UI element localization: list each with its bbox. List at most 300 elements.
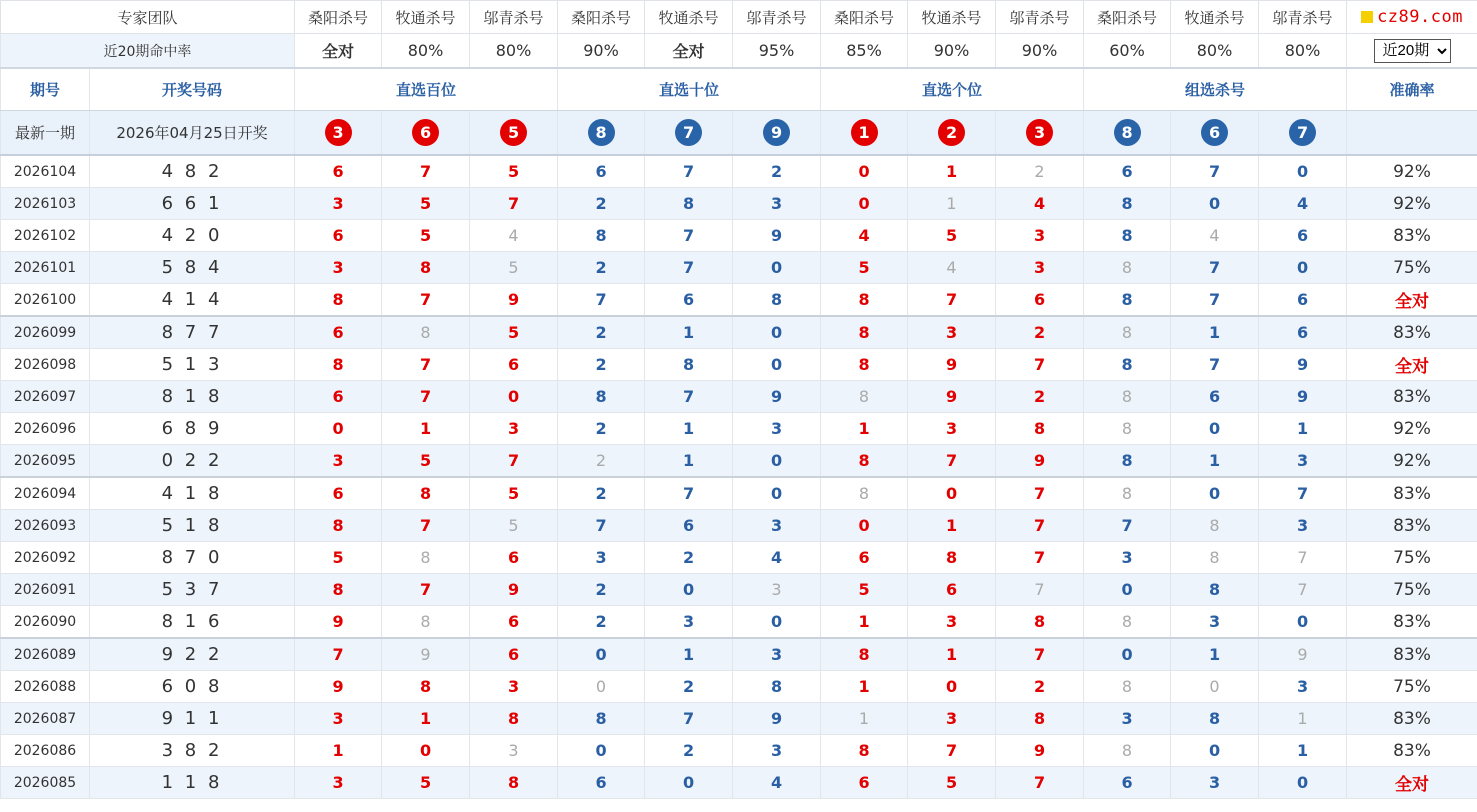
accuracy-cell: 92%	[1347, 188, 1477, 220]
kill-number-cell: 8	[382, 252, 470, 284]
kill-number-cell: 7	[1259, 542, 1347, 574]
kill-number-cell: 7	[996, 510, 1084, 542]
kill-number-cell: 0	[1171, 188, 1259, 220]
kill-number-cell: 7	[382, 284, 470, 317]
kill-number-cell: 7	[996, 542, 1084, 574]
kill-number-cell: 7	[558, 284, 645, 317]
kill-number-cell: 0	[558, 735, 645, 767]
kill-number-cell: 7	[1259, 574, 1347, 606]
kill-number-cell: 8	[1084, 252, 1171, 284]
accuracy-cell: 全对	[1347, 349, 1477, 381]
kill-number-cell: 1	[1171, 316, 1259, 349]
kill-number-cell: 5	[382, 767, 470, 799]
kill-number-cell: 9	[908, 381, 996, 413]
kill-number-cell: 5	[382, 445, 470, 478]
hitrate-row	[1, 34, 1477, 69]
kill-number-cell: 0	[1084, 574, 1171, 606]
kill-number-cell: 0	[295, 413, 382, 445]
logo-square-icon	[1361, 11, 1373, 23]
kill-number-cell: 7	[382, 155, 470, 188]
kill-number-cell: 3	[470, 671, 558, 703]
kill-number-cell: 5	[470, 252, 558, 284]
kill-number-cell: 9	[733, 703, 821, 735]
table-row	[1, 220, 1477, 252]
kill-number-cell: 7	[470, 445, 558, 478]
period-cell: 2026096	[1, 413, 90, 445]
kill-number-cell: 6	[821, 767, 908, 799]
hitrate-value: 80%	[1171, 34, 1259, 69]
kill-number-cell: 8	[1084, 220, 1171, 252]
kill-ball: 7	[675, 119, 702, 146]
kill-number-cell: 8	[1171, 703, 1259, 735]
table-row	[1, 381, 1477, 413]
kill-number-cell: 8	[821, 735, 908, 767]
table-row	[1, 155, 1477, 188]
period-cell: 2026086	[1, 735, 90, 767]
kill-number-cell: 3	[1171, 606, 1259, 639]
kill-number-cell: 3	[1171, 767, 1259, 799]
kill-number-cell: 7	[645, 477, 733, 510]
hitrate-value: 全对	[645, 34, 733, 69]
period-cell: 2026104	[1, 155, 90, 188]
kill-number-cell: 8	[1084, 671, 1171, 703]
kill-number-cell: 8	[382, 477, 470, 510]
kill-number-cell: 6	[295, 477, 382, 510]
kill-number-cell: 7	[1084, 510, 1171, 542]
kill-number-cell: 2	[558, 606, 645, 639]
draw-number-cell: 3 8 2	[90, 735, 295, 767]
kill-number-cell: 6	[645, 284, 733, 317]
kill-number-cell: 9	[470, 574, 558, 606]
kill-number-cell: 8	[821, 284, 908, 317]
kill-number-cell: 8	[295, 574, 382, 606]
accuracy-cell: 全对	[1347, 284, 1477, 317]
kill-number-cell: 9	[1259, 349, 1347, 381]
expert-name: 牧通杀号	[645, 1, 733, 34]
expert-name: 桑阳杀号	[295, 1, 382, 34]
expert-name: 邬青杀号	[996, 1, 1084, 34]
draw-number-cell: 5 1 8	[90, 510, 295, 542]
accuracy-cell: 83%	[1347, 510, 1477, 542]
kill-number-cell: 7	[382, 349, 470, 381]
accuracy-cell: 92%	[1347, 155, 1477, 188]
kill-number-cell: 0	[1259, 767, 1347, 799]
kill-number-cell: 4	[908, 252, 996, 284]
period-cell: 2026101	[1, 252, 90, 284]
kill-number-cell: 2	[645, 671, 733, 703]
period-cell: 2026092	[1, 542, 90, 574]
kill-number-cell: 8	[470, 703, 558, 735]
period-cell: 2026100	[1, 284, 90, 317]
kill-number-cell: 5	[382, 220, 470, 252]
kill-number-cell: 7	[1259, 477, 1347, 510]
kill-number-cell: 5	[821, 252, 908, 284]
kill-number-cell: 0	[1259, 252, 1347, 284]
kill-number-cell: 6	[645, 510, 733, 542]
group-header-tens: 直选十位	[558, 68, 821, 111]
kill-number-cell: 6	[295, 220, 382, 252]
kill-number-cell: 4	[996, 188, 1084, 220]
latest-label: 最新一期	[1, 111, 90, 156]
kill-number-cell: 8	[821, 638, 908, 671]
kill-number-cell: 1	[908, 188, 996, 220]
expert-name: 邬青杀号	[1259, 1, 1347, 34]
kill-number-cell: 0	[821, 155, 908, 188]
kill-number-cell: 3	[1259, 510, 1347, 542]
draw-number-cell: 6 8 9	[90, 413, 295, 445]
kill-number-cell: 1	[1259, 735, 1347, 767]
kill-number-cell: 6	[1259, 316, 1347, 349]
hitrate-value: 95%	[733, 34, 821, 69]
latest-accuracy	[1347, 111, 1477, 156]
draw-number-cell: 8 7 0	[90, 542, 295, 574]
accuracy-cell: 75%	[1347, 542, 1477, 574]
kill-number-cell: 2	[558, 413, 645, 445]
kill-number-cell: 9	[733, 381, 821, 413]
kill-number-cell: 5	[470, 316, 558, 349]
table-row	[1, 477, 1477, 510]
expert-name: 牧通杀号	[1171, 1, 1259, 34]
kill-number-cell: 8	[908, 542, 996, 574]
kill-number-cell: 3	[908, 606, 996, 639]
latest-date: 2026年04月25日开奖	[90, 111, 295, 156]
accuracy-cell: 83%	[1347, 735, 1477, 767]
hitrate-value: 全对	[295, 34, 382, 69]
kill-number-cell: 8	[1084, 349, 1171, 381]
team-label: 专家团队	[1, 1, 295, 34]
kill-number-cell: 8	[821, 477, 908, 510]
kill-number-cell: 8	[295, 349, 382, 381]
kill-number-cell: 8	[470, 767, 558, 799]
kill-number-cell: 7	[645, 703, 733, 735]
kill-number-cell: 8	[1084, 413, 1171, 445]
kill-number-cell: 3	[295, 445, 382, 478]
kill-number-cell: 3	[470, 413, 558, 445]
kill-number-cell: 8	[996, 606, 1084, 639]
kill-number-cell: 3	[645, 606, 733, 639]
kill-ball: 6	[1201, 119, 1228, 146]
accuracy-cell: 全对	[1347, 767, 1477, 799]
kill-number-cell: 8	[558, 381, 645, 413]
group-header-hundreds: 直选百位	[295, 68, 558, 111]
kill-number-cell: 2	[558, 252, 645, 284]
kill-number-cell: 8	[645, 349, 733, 381]
kill-number-cell: 2	[996, 671, 1084, 703]
kill-ball: 6	[412, 119, 439, 146]
kill-number-cell: 0	[908, 477, 996, 510]
kill-ball: 2	[938, 119, 965, 146]
kill-number-cell: 2	[645, 542, 733, 574]
period-cell: 2026098	[1, 349, 90, 381]
table-row	[1, 703, 1477, 735]
kill-number-cell: 8	[382, 542, 470, 574]
kill-ball: 8	[588, 119, 615, 146]
draw-number-cell: 8 1 8	[90, 381, 295, 413]
kill-number-cell: 3	[295, 252, 382, 284]
kill-number-cell: 0	[558, 671, 645, 703]
kill-number-cell: 4	[733, 542, 821, 574]
draw-number-cell: 5 1 3	[90, 349, 295, 381]
draw-number-cell: 0 2 2	[90, 445, 295, 478]
kill-number-cell: 0	[1171, 671, 1259, 703]
kill-number-cell: 8	[1171, 542, 1259, 574]
kill-ball: 1	[851, 119, 878, 146]
kill-number-cell: 6	[470, 349, 558, 381]
kill-number-cell: 0	[733, 445, 821, 478]
kill-number-cell: 6	[1259, 220, 1347, 252]
kill-number-cell: 6	[295, 155, 382, 188]
kill-number-cell: 0	[1171, 477, 1259, 510]
expert-name: 桑阳杀号	[821, 1, 908, 34]
period-cell: 2026094	[1, 477, 90, 510]
kill-number-cell: 2	[996, 381, 1084, 413]
period-cell: 2026103	[1, 188, 90, 220]
accuracy-cell: 75%	[1347, 671, 1477, 703]
kill-number-cell: 6	[470, 606, 558, 639]
kill-number-cell: 8	[558, 220, 645, 252]
draw-number-cell: 9 1 1	[90, 703, 295, 735]
kill-number-cell: 3	[733, 574, 821, 606]
kill-number-cell: 1	[645, 413, 733, 445]
table-row	[1, 445, 1477, 478]
kill-number-cell: 9	[996, 445, 1084, 478]
hitrate-label: 近20期命中率	[1, 34, 295, 69]
kill-number-cell: 9	[382, 638, 470, 671]
kill-ball: 7	[1289, 119, 1316, 146]
kill-number-cell: 2	[558, 445, 645, 478]
kill-number-cell: 8	[1171, 574, 1259, 606]
table-row	[1, 284, 1477, 317]
period-cell: 2026095	[1, 445, 90, 478]
kill-number-cell: 7	[645, 252, 733, 284]
kill-number-cell: 7	[295, 638, 382, 671]
kill-number-cell: 3	[1084, 542, 1171, 574]
kill-number-cell: 7	[558, 510, 645, 542]
accuracy-cell: 75%	[1347, 252, 1477, 284]
kill-number-cell: 1	[382, 703, 470, 735]
kill-number-cell: 0	[821, 188, 908, 220]
kill-number-cell: 7	[382, 574, 470, 606]
kill-number-cell: 3	[295, 767, 382, 799]
kill-number-cell: 0	[1171, 735, 1259, 767]
table-row	[1, 188, 1477, 220]
hitrate-value: 80%	[470, 34, 558, 69]
kill-number-cell: 7	[1171, 252, 1259, 284]
kill-number-cell: 1	[645, 316, 733, 349]
kill-number-cell: 5	[908, 767, 996, 799]
kill-number-cell: 6	[295, 316, 382, 349]
kill-ball: 5	[500, 119, 527, 146]
kill-number-cell: 0	[1171, 413, 1259, 445]
draw-number-cell: 5 3 7	[90, 574, 295, 606]
kill-number-cell: 2	[558, 574, 645, 606]
kill-number-cell: 6	[558, 767, 645, 799]
kill-number-cell: 8	[733, 284, 821, 317]
kill-number-cell: 8	[821, 381, 908, 413]
hitrate-value: 85%	[821, 34, 908, 69]
kill-number-cell: 6	[558, 155, 645, 188]
kill-number-cell: 8	[821, 349, 908, 381]
accuracy-cell: 83%	[1347, 477, 1477, 510]
period-cell: 2026091	[1, 574, 90, 606]
draw-number-cell: 8 1 6	[90, 606, 295, 639]
kill-number-cell: 6	[908, 574, 996, 606]
kill-number-cell: 5	[908, 220, 996, 252]
table-row	[1, 606, 1477, 639]
kill-number-cell: 2	[996, 316, 1084, 349]
kill-number-cell: 0	[470, 381, 558, 413]
table-row	[1, 252, 1477, 284]
logo-text: cz89.com	[1377, 7, 1463, 27]
kill-number-cell: 0	[733, 477, 821, 510]
kill-number-cell: 2	[645, 735, 733, 767]
kill-number-cell: 1	[821, 413, 908, 445]
expert-name: 桑阳杀号	[558, 1, 645, 34]
expert-name: 桑阳杀号	[1084, 1, 1171, 34]
kill-number-cell: 8	[295, 510, 382, 542]
expert-header-row	[1, 1, 1477, 34]
kill-number-cell: 1	[821, 606, 908, 639]
expert-name: 牧通杀号	[908, 1, 996, 34]
kill-number-cell: 6	[1084, 155, 1171, 188]
kill-number-cell: 0	[1259, 155, 1347, 188]
kill-number-cell: 3	[908, 413, 996, 445]
kill-number-cell: 1	[1259, 703, 1347, 735]
table-row	[1, 671, 1477, 703]
kill-number-cell: 6	[1171, 381, 1259, 413]
kill-number-cell: 3	[733, 735, 821, 767]
kill-number-cell: 7	[996, 477, 1084, 510]
accuracy-cell: 92%	[1347, 413, 1477, 445]
period-cell: 2026090	[1, 606, 90, 639]
table-row	[1, 316, 1477, 349]
kill-number-cell: 3	[996, 220, 1084, 252]
period-header: 期号	[1, 68, 90, 111]
kill-number-cell: 8	[733, 671, 821, 703]
draw-number-cell: 4 1 4	[90, 284, 295, 317]
kill-number-cell: 5	[382, 188, 470, 220]
draw-header: 开奖号码	[90, 68, 295, 111]
kill-number-cell: 2	[558, 349, 645, 381]
kill-number-cell: 4	[1259, 188, 1347, 220]
kill-number-cell: 2	[733, 155, 821, 188]
kill-number-cell: 8	[1084, 477, 1171, 510]
column-header-row	[1, 68, 1477, 111]
kill-number-cell: 1	[821, 703, 908, 735]
period-cell: 2026102	[1, 220, 90, 252]
kill-number-cell: 1	[382, 413, 470, 445]
kill-number-cell: 9	[470, 284, 558, 317]
site-logo[interactable]	[1347, 1, 1477, 34]
kill-number-cell: 6	[1084, 767, 1171, 799]
kill-number-cell: 5	[470, 155, 558, 188]
period-cell: 2026097	[1, 381, 90, 413]
kill-number-cell: 7	[996, 349, 1084, 381]
draw-number-cell: 1 1 8	[90, 767, 295, 799]
kill-number-cell: 7	[1171, 155, 1259, 188]
kill-number-cell: 3	[470, 735, 558, 767]
kill-number-cell: 7	[1171, 284, 1259, 317]
hitrate-value: 90%	[996, 34, 1084, 69]
kill-number-cell: 7	[645, 220, 733, 252]
kill-ball: 9	[763, 119, 790, 146]
kill-number-cell: 9	[295, 606, 382, 639]
kill-number-cell: 3	[295, 703, 382, 735]
kill-number-cell: 3	[733, 510, 821, 542]
kill-number-cell: 0	[821, 510, 908, 542]
expert-name: 邬青杀号	[733, 1, 821, 34]
kill-number-cell: 7	[908, 445, 996, 478]
kill-number-cell: 9	[996, 735, 1084, 767]
period-range-select[interactable]	[1374, 39, 1451, 63]
kill-number-cell: 3	[295, 188, 382, 220]
group-header-group: 组选杀号	[1084, 68, 1347, 111]
kill-number-cell: 1	[908, 155, 996, 188]
accuracy-cell: 92%	[1347, 445, 1477, 478]
kill-number-cell: 3	[1259, 671, 1347, 703]
kill-number-cell: 1	[645, 638, 733, 671]
draw-number-cell: 9 2 2	[90, 638, 295, 671]
kill-number-cell: 0	[733, 252, 821, 284]
kill-number-cell: 1	[821, 671, 908, 703]
kill-number-cell: 8	[821, 445, 908, 478]
accuracy-cell: 83%	[1347, 638, 1477, 671]
kill-number-cell: 7	[996, 638, 1084, 671]
kill-number-cell: 9	[733, 220, 821, 252]
latest-row	[1, 111, 1477, 156]
kill-number-cell: 8	[1084, 381, 1171, 413]
kill-number-cell: 3	[996, 252, 1084, 284]
table-row	[1, 413, 1477, 445]
kill-number-cell: 2	[558, 316, 645, 349]
kill-number-cell: 8	[996, 703, 1084, 735]
hitrate-value: 80%	[1259, 34, 1347, 69]
kill-number-cell: 7	[1171, 349, 1259, 381]
kill-number-cell: 0	[733, 349, 821, 381]
draw-number-cell: 5 8 4	[90, 252, 295, 284]
accuracy-cell: 75%	[1347, 574, 1477, 606]
draw-number-cell: 4 2 0	[90, 220, 295, 252]
kill-number-cell: 4	[821, 220, 908, 252]
accuracy-cell: 83%	[1347, 220, 1477, 252]
table-row	[1, 735, 1477, 767]
kill-number-cell: 5	[470, 477, 558, 510]
draw-number-cell: 8 7 7	[90, 316, 295, 349]
kill-number-cell: 3	[558, 542, 645, 574]
kill-number-cell: 7	[645, 155, 733, 188]
table-row	[1, 349, 1477, 381]
kill-number-cell: 4	[1171, 220, 1259, 252]
kill-number-cell: 8	[382, 606, 470, 639]
kill-number-cell: 5	[821, 574, 908, 606]
kill-number-cell: 2	[558, 188, 645, 220]
expert-name: 邬青杀号	[470, 1, 558, 34]
kill-number-cell: 8	[821, 316, 908, 349]
kill-number-cell: 8	[996, 413, 1084, 445]
table-row	[1, 510, 1477, 542]
kill-number-cell: 8	[382, 316, 470, 349]
kill-number-cell: 2	[558, 477, 645, 510]
kill-number-cell: 7	[382, 510, 470, 542]
kill-number-cell: 0	[1259, 606, 1347, 639]
kill-number-cell: 5	[470, 510, 558, 542]
kill-number-cell: 3	[1259, 445, 1347, 478]
kill-number-cell: 9	[1259, 381, 1347, 413]
accuracy-cell: 83%	[1347, 381, 1477, 413]
table-row	[1, 574, 1477, 606]
kill-number-cell: 0	[908, 671, 996, 703]
kill-number-cell: 6	[821, 542, 908, 574]
